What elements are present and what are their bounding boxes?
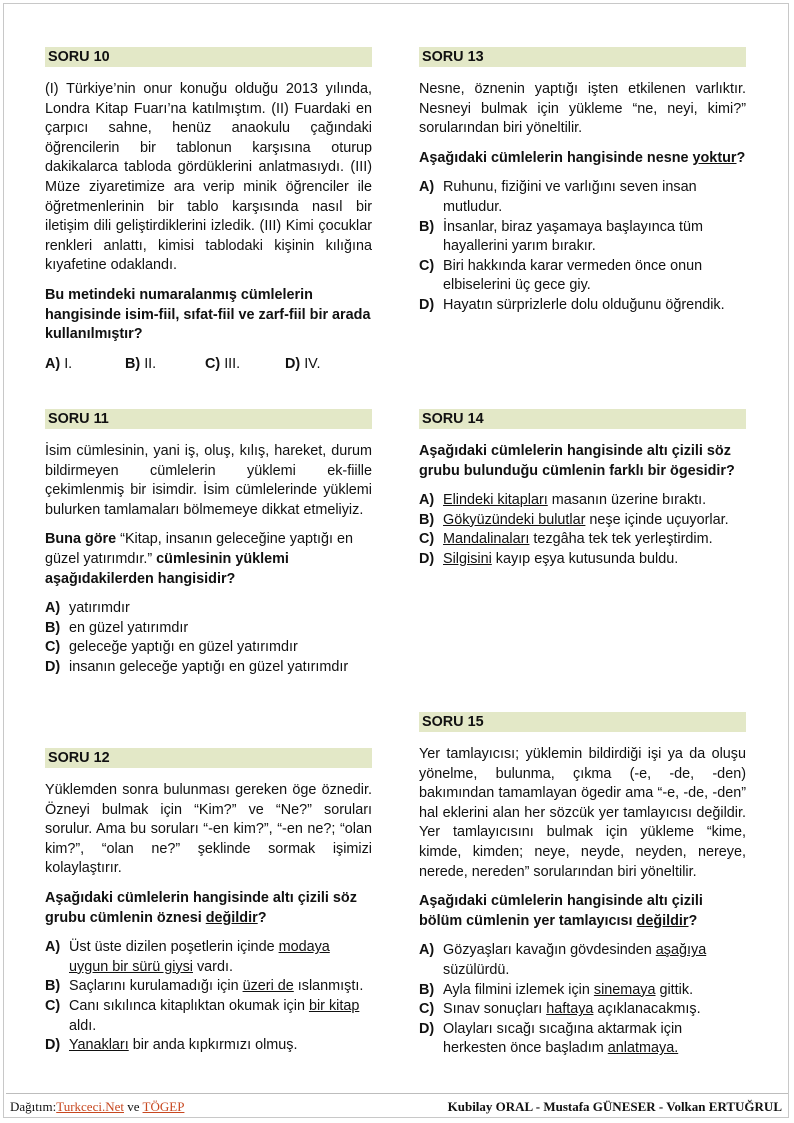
option-b[interactable]: B) İnsanlar, biraz yaşamaya başlayınca tüm hayallerini yarım bırakır. <box>419 218 703 255</box>
option-c[interactable]: C) Sınav sonuçları haftaya açıklanacakmış. <box>419 1001 701 1018</box>
question-11 <box>45 409 372 678</box>
option-b[interactable]: B) Gökyüzündeki bulutlar neşe içinde uçuyorlar. <box>419 511 729 528</box>
question-13 <box>419 47 746 316</box>
question-prompt: Aşağıdaki cümlelerin hangisinde altı çizili söz grubu cümlenin öznesi değildir? <box>45 889 357 926</box>
question-14 <box>419 409 746 570</box>
option-a[interactable]: A) Üst üste dizilen poşetlerin içinde modaya uygun bir sürü giysi vardı. <box>45 939 330 975</box>
question-prompt: Aşağıdaki cümlelerin hangisinde altı çizili bölüm cümlenin yer tamlayıcısı değildir? <box>419 893 703 929</box>
question-prompt: Bu metindeki numaralanmış cümlelerin hangisinde isim-fiil, sıfat-fiil ve zarf-fiil bir arada kullanılmıştır? <box>45 286 371 343</box>
option-b[interactable]: B) en güzel yatırımdır <box>45 619 189 636</box>
option-d[interactable]: D) insanın geleceğe yaptığı en güzel yatırımdır <box>45 658 349 675</box>
question-header: SORU 15 <box>419 712 746 732</box>
question-prompt: Buna göre “Kitap, insanın geleceğine yaptığı en güzel yatırımdır.” cümlesinin yüklemi aşağıdakilerden hangisidir? <box>45 531 353 587</box>
option-d[interactable]: D) Silgisini kayıp eşya kutusunda buldu. <box>419 550 679 567</box>
answer-options <box>45 355 372 375</box>
question-15 <box>419 712 746 1059</box>
option-a[interactable]: A) I. <box>45 355 73 372</box>
option-b[interactable]: B) Ayla filmini izlemek için sinemaya gittik. <box>419 981 694 998</box>
question-10 <box>45 47 372 374</box>
option-c[interactable]: C) Canı sıkılınca kitaplıktan okumak için bir kitap aldı. <box>45 997 360 1034</box>
footer-distribution <box>10 1099 184 1115</box>
option-d[interactable]: D) Olayları sıcağı sıcağına aktarmak için herkesten önce başladım anlatmaya. <box>419 1020 683 1057</box>
question-prompt: Aşağıdaki cümlelerin hangisinde nesne yoktur? <box>419 149 746 166</box>
option-d[interactable]: D) IV. <box>285 355 321 372</box>
togep-link[interactable]: TÖGEP <box>142 1099 185 1114</box>
question-stem: Yer tamlayıcısı; yüklemin bildirdiği işi ya da oluşu yönelme, bulunma, çıkma (-e, -de, -den) bakımından tamamlayan ögedir ama “-e, -de, -den” hal eklerini alan her sözcük yer tamlayıcısı değildir. Yer tamlayıcısını bulmak için yükleme “kime, kimde, kimden; neye, neyde, neyden, nereye, nerede, nereden” sorularından biri yöneltilir. <box>419 746 746 880</box>
question-stem: Nesne, öznenin yaptığı işten etkilenen varlıktır. Nesneyi bulmak için yükleme “ne, neyi, kimi?” sorularından biri yöneltilir. <box>419 81 746 137</box>
option-a[interactable]: A) Ruhunu, fiziğini ve varlığını seven insan mutludur. <box>419 179 697 215</box>
question-stem: İsim cümlesinin, yani iş, oluş, kılış, hareket, durum bildirmeyen cümlelerin yüklemi ek-fiille çekimlenmiş bir isimdir. İsim cümlelerinde yüklemi bulurken tamlamaları bölmemeye dikkat etmeliyiz. <box>45 443 372 518</box>
option-c[interactable]: C) III. <box>205 355 241 372</box>
question-header: SORU 10 <box>45 47 372 67</box>
option-c[interactable]: C) geleceğe yaptığı en güzel yatırımdır <box>45 639 298 656</box>
question-stem: (I) Türkiye’nin onur konuğu olduğu 2013 yılında, Londra Kitap Fuarı’na katılmıştım. (II) Fuardaki en çarpıcı sahne, henüz anaokulu çağındaki öğrencilerin bir tablonun karşısına oturup dakikalarca tabloda gördüklerini anlatmasıydı. (III) Müze ziyaretimize ara verip minik öğrenciler ile öğretmenlerinin bir tablo karşısında nasıl bir iletişim dili geliştirdiklerini izledik. (III) Kimi çocuklar renkleri anlattı, kimisi tablodaki kişinin kılığına kıyafetine odaklandı. <box>45 81 372 274</box>
option-a[interactable]: A) Gözyaşları kavağın gövdesinden aşağıya süzülürdü. <box>419 942 707 978</box>
option-a[interactable]: A) yatırımdır <box>45 600 130 617</box>
question-header: SORU 12 <box>45 748 372 768</box>
option-b[interactable]: B) Saçlarını kurulamadığı için üzeri de ıslanmıştı. <box>45 978 364 995</box>
option-b[interactable]: B) II. <box>125 355 157 372</box>
question-12 <box>45 748 372 1056</box>
option-c[interactable]: C) Biri hakkında karar vermeden önce onun elbiselerini üç gece giy. <box>419 257 703 294</box>
footer-authors: Kubilay ORAL - Mustafa GÜNESER - Volkan ERTUĞRUL <box>447 1099 782 1114</box>
option-a[interactable]: A) Elindeki kitapları masanın üzerine bıraktı. <box>419 492 707 509</box>
turkceci-link[interactable]: Turkceci.Net <box>56 1099 124 1114</box>
question-prompt: Aşağıdaki cümlelerin hangisinde altı çizili söz grubu bulunduğu cümlenin farklı bir ögesidir? <box>419 443 735 479</box>
question-header: SORU 11 <box>45 409 372 429</box>
option-d[interactable]: D) Yanakları bir anda kıpkırmızı olmuş. <box>45 1037 298 1054</box>
footer-divider <box>6 1093 788 1094</box>
question-header: SORU 14 <box>419 409 746 429</box>
question-stem: Yüklemden sonra bulunması gereken öge öznedir. Özneyi bulmak için “Kim?” ve “Ne?” soruları sorulur. Ama bu soruları “-en kim?”, “-en ne?; “olan kim?”, “olan ne?” şeklinde sormak işimizi kolaylaştırır. <box>45 782 372 877</box>
question-header: SORU 13 <box>419 47 746 67</box>
option-d[interactable]: D) Hayatın sürprizlerle dolu olduğunu öğrendik. <box>419 296 725 313</box>
distribution-label: Dağıtım: <box>10 1099 57 1114</box>
option-c[interactable]: C) Mandalinaları tezgâha tek tek yerleştirdim. <box>419 531 713 548</box>
and-text: ve <box>123 1099 143 1114</box>
